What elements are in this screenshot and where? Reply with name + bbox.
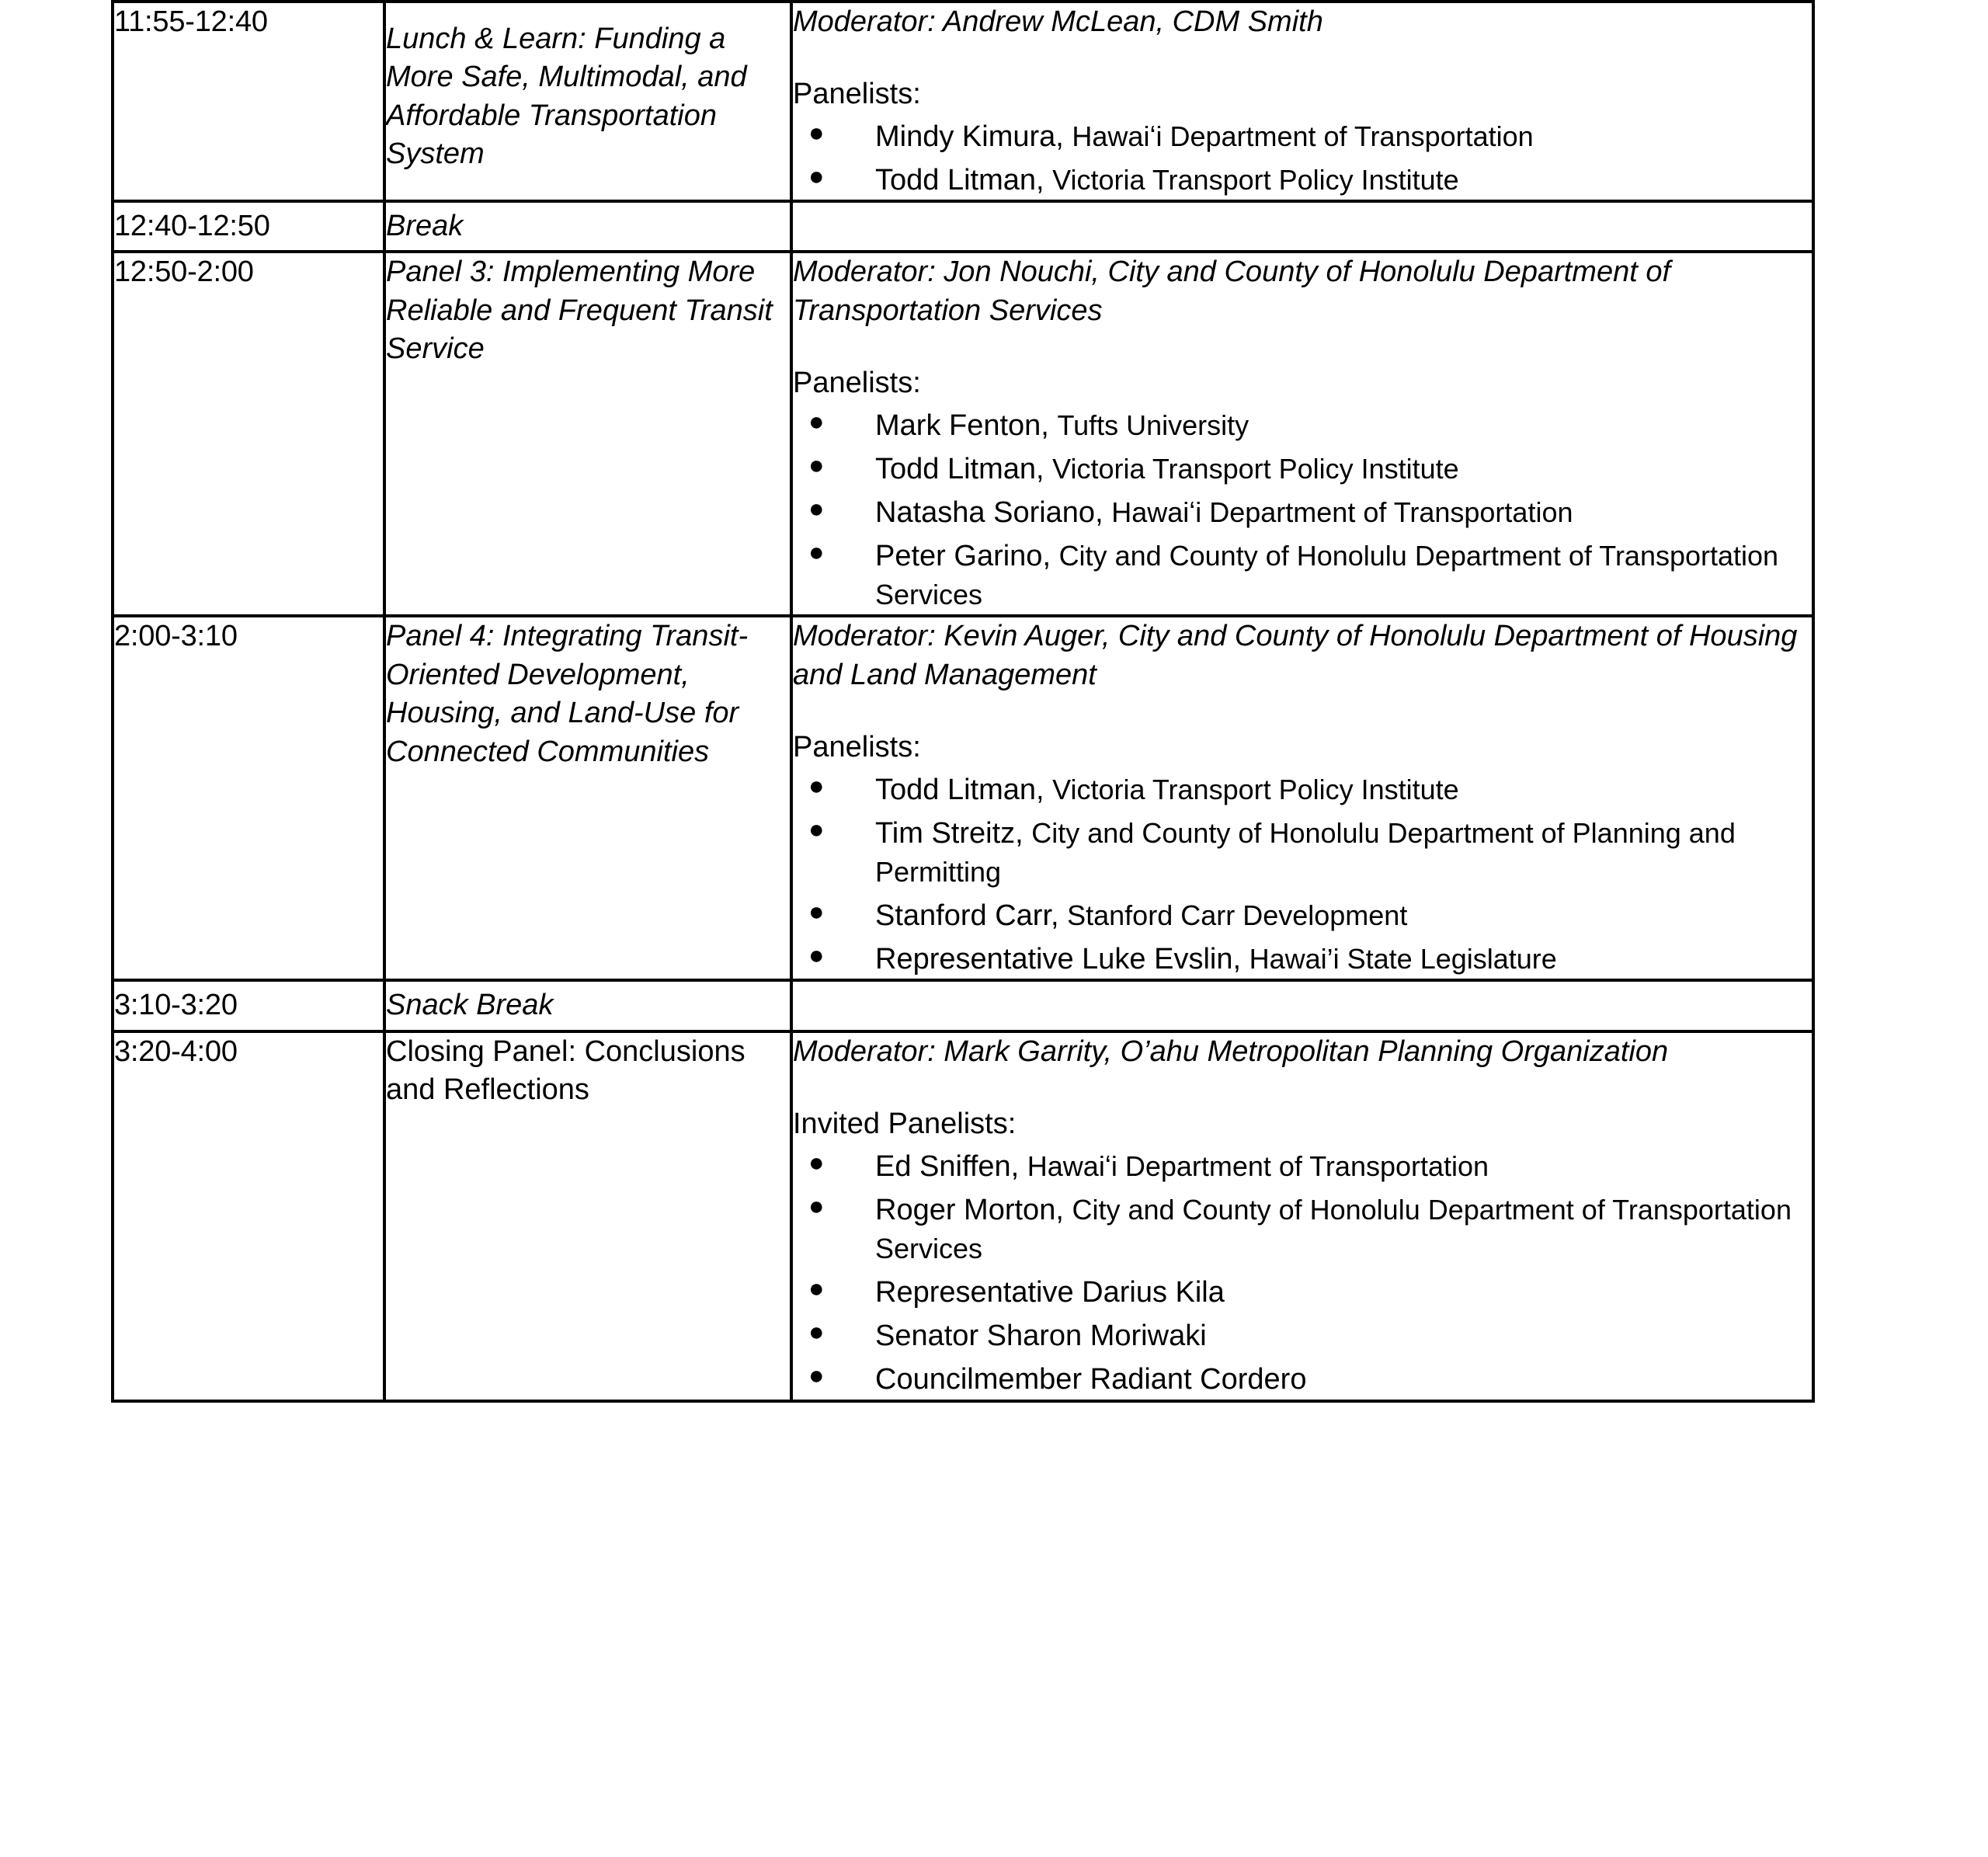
panelist-name: Todd Litman,: [875, 773, 1044, 806]
list-item: [793, 940, 1812, 979]
list-item: [793, 1273, 1812, 1312]
moderator-line: Moderator: Mark Garrity, O’ahu Metropolitan Planning Organization: [793, 1035, 1669, 1068]
moderator-line: Moderator: Kevin Auger, City and County of Honolulu Department of Housing and Land Management: [793, 620, 1798, 691]
table-row: [113, 1031, 1813, 1401]
table-row: [113, 616, 1813, 980]
spacer: [793, 1071, 1812, 1105]
bullet-icon: ●: [808, 117, 825, 148]
row-time-cell: [113, 2, 384, 201]
time-label: 12:50-2:00: [114, 256, 254, 289]
panelist-affiliation: Stanford Carr Development: [1067, 899, 1408, 932]
row-people-cell: [791, 1031, 1813, 1401]
session-title: Panel 4: Integrating Transit-Oriented Development, Housing, and Land-Use for Connected Communities: [386, 620, 749, 768]
bullet-icon: ●: [808, 1361, 825, 1391]
list-item: [793, 450, 1812, 489]
row-time-cell: [113, 1031, 384, 1401]
table-row: [113, 252, 1813, 616]
panelist-name: Roger Morton,: [875, 1193, 1064, 1226]
panelist-name: Ed Sniffen,: [875, 1149, 1020, 1183]
table-row: [113, 2, 1813, 201]
panelist-name: Stanford Carr,: [875, 899, 1059, 933]
list-item: [793, 117, 1812, 156]
panelist-affiliation: City and County of Honolulu Department of Transportation Services: [875, 1193, 1792, 1264]
bullet-icon: ●: [808, 1147, 825, 1177]
bullet-icon: ●: [808, 770, 825, 801]
panelist-affiliation: Victoria Transport Policy Institute: [1052, 163, 1459, 196]
agenda-table-body: [113, 2, 1813, 1401]
list-item: [793, 814, 1812, 892]
row-people-cell: [791, 2, 1813, 201]
panelists-list: [793, 406, 1812, 615]
list-item: [793, 1316, 1812, 1355]
list-item: [793, 1360, 1812, 1399]
row-title-cell: [384, 1031, 791, 1401]
panelists-label: Panelists:: [793, 78, 921, 111]
panelist-affiliation: Hawaiʻi Department of Transportation: [1111, 496, 1573, 528]
panelists-label: Panelists:: [793, 731, 921, 764]
panelists-list: [793, 117, 1812, 200]
panelists-label: Invited Panelists:: [793, 1108, 1017, 1141]
list-item: [793, 161, 1812, 200]
time-label: 2:00-3:10: [114, 620, 238, 653]
panelists-list: [793, 770, 1812, 979]
bullet-icon: ●: [808, 941, 825, 971]
bullet-icon: ●: [808, 1274, 825, 1304]
session-title: Snack Break: [386, 989, 554, 1022]
panelist-name: Todd Litman,: [875, 163, 1044, 196]
panelist-affiliation: Victoria Transport Policy Institute: [1052, 773, 1459, 805]
time-label: 12:40-12:50: [114, 210, 270, 243]
agenda-table: [111, 0, 1815, 1403]
panelist-name: Todd Litman,: [875, 452, 1044, 485]
list-item: [793, 406, 1812, 445]
row-title-cell: [384, 980, 791, 1031]
session-title: Break: [386, 210, 464, 243]
panelist-name: Tim Streitz,: [875, 816, 1024, 850]
row-people-cell: [791, 252, 1813, 616]
panelist-affiliation: Hawaiʻi Department of Transportation: [1072, 120, 1534, 152]
bullet-icon: ●: [808, 493, 825, 523]
spacer: [793, 41, 1812, 75]
table-row: [113, 980, 1813, 1031]
panelist-affiliation: Hawai’i State Legislature: [1249, 943, 1557, 975]
list-item: [793, 1191, 1812, 1268]
row-people-cell: [791, 980, 1813, 1031]
bullet-icon: ●: [808, 537, 825, 568]
bullet-icon: ●: [808, 897, 825, 927]
panelist-name: Representative Luke Evslin,: [875, 943, 1242, 976]
panelist-name: Natasha Soriano,: [875, 496, 1103, 529]
row-title-cell: [384, 2, 791, 201]
panelist-name: Mindy Kimura,: [875, 120, 1064, 153]
list-item: [793, 537, 1812, 614]
bullet-icon: ●: [808, 161, 825, 191]
row-time-cell: [113, 201, 384, 252]
session-title: Closing Panel: Conclusions and Reflections: [386, 1035, 746, 1107]
panelists-list: [793, 1147, 1812, 1400]
panelist-name: Mark Fenton,: [875, 409, 1049, 442]
session-title: Lunch & Learn: Funding a More Safe, Multimodal, and Affordable Transportation System: [386, 23, 747, 171]
bullet-icon: ●: [808, 406, 825, 436]
agenda-table-wrapper: [111, 0, 1812, 1403]
row-time-cell: [113, 980, 384, 1031]
table-row: [113, 201, 1813, 252]
row-title-cell: [384, 616, 791, 980]
row-time-cell: [113, 616, 384, 980]
row-title-cell: [384, 201, 791, 252]
spacer: [793, 694, 1812, 729]
spacer: [793, 330, 1812, 364]
panelist-affiliation: Tufts University: [1057, 409, 1249, 441]
row-people-cell: [791, 201, 1813, 252]
panelist-name: Peter Garino,: [875, 540, 1051, 573]
panelist-affiliation: City and County of Honolulu Department of Transportation Services: [875, 540, 1779, 611]
bullet-icon: ●: [808, 1317, 825, 1348]
list-item: [793, 896, 1812, 935]
panelist-affiliation: Hawaiʻi Department of Transportation: [1027, 1149, 1489, 1182]
row-time-cell: [113, 252, 384, 616]
panelist-affiliation: City and County of Honolulu Department of Planning and Permitting: [875, 816, 1736, 888]
moderator-line: Moderator: Jon Nouchi, City and County of Honolulu Department of Transportation Services: [793, 256, 1671, 327]
moderator-line: Moderator: Andrew McLean, CDM Smith: [793, 5, 1323, 38]
bullet-icon: ●: [808, 450, 825, 480]
panelist-name: Councilmember Radiant Cordero: [875, 1363, 1307, 1396]
list-item: [793, 770, 1812, 809]
panelists-label: Panelists:: [793, 367, 921, 400]
list-item: [793, 493, 1812, 532]
bullet-icon: ●: [808, 1191, 825, 1221]
time-label: 3:20-4:00: [114, 1035, 238, 1068]
panelist-name: Senator Sharon Moriwaki: [875, 1320, 1207, 1353]
session-title: Panel 3: Implementing More Reliable and Frequent Transit Service: [386, 256, 773, 366]
time-label: 3:10-3:20: [114, 989, 238, 1022]
panelist-affiliation: Victoria Transport Policy Institute: [1052, 452, 1459, 485]
bullet-icon: ●: [808, 814, 825, 844]
list-item: [793, 1147, 1812, 1186]
row-people-cell: [791, 616, 1813, 980]
time-label: 11:55-12:40: [114, 5, 268, 38]
row-title-cell: [384, 252, 791, 616]
panelist-name: Representative Darius Kila: [875, 1276, 1225, 1309]
